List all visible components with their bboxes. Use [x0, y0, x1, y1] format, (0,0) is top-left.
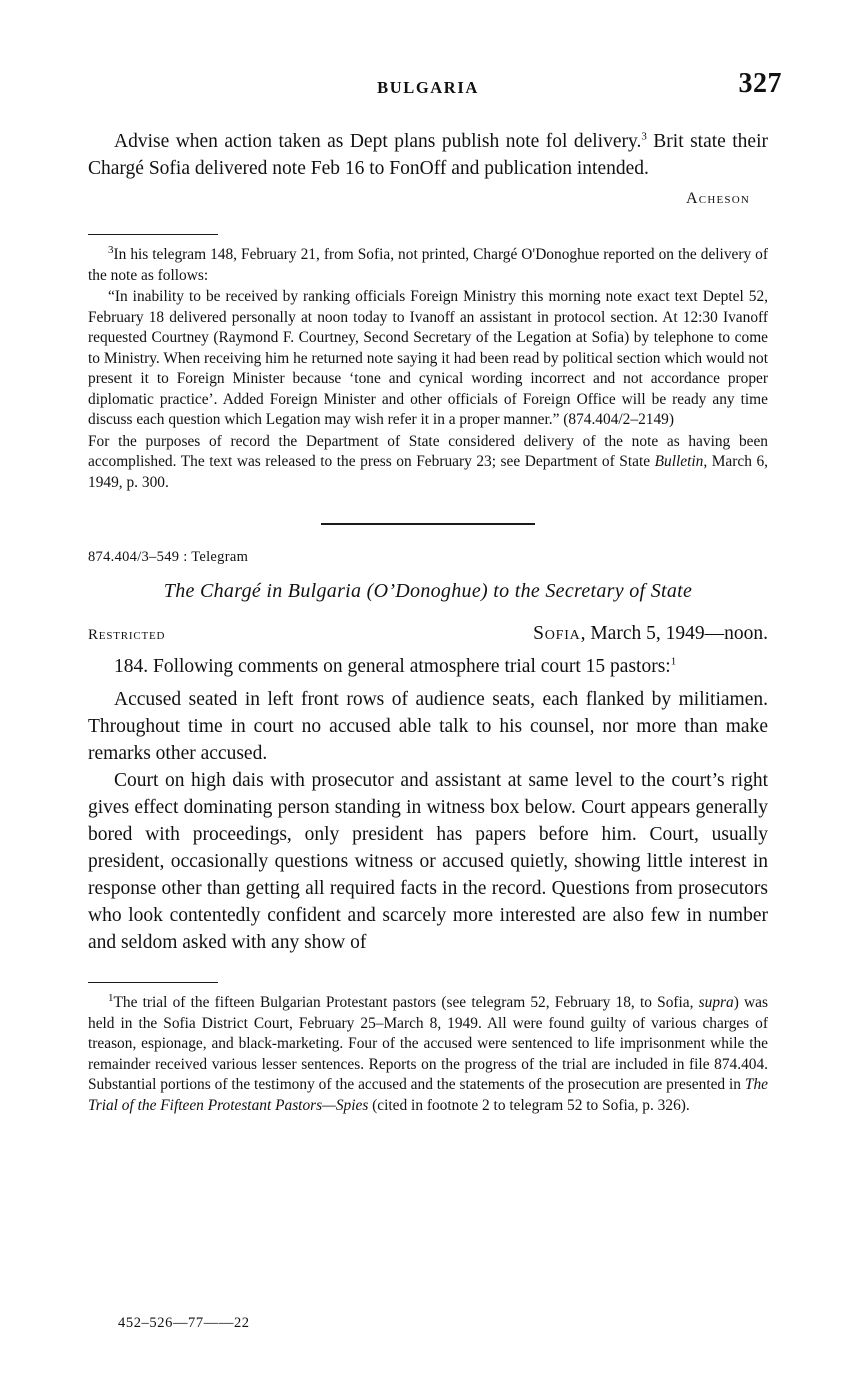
document-separator-rule — [321, 523, 535, 525]
footnote-1-title-italic: The Trial of the Fifteen Protestant Pastors—Spies — [88, 1076, 768, 1114]
dateline-city: Sofia — [533, 623, 581, 644]
telegram-body-text: Advise when action taken as Dept plans publish note fol delivery. — [114, 131, 642, 152]
page-footer-signature: 452–526—77——22 — [118, 1315, 250, 1331]
document-dateline-row — [88, 623, 768, 653]
telegram-body-text-cont: Brit state their Chargé Sofia delivered note Feb 16 to FonOff and publication intended. — [88, 131, 768, 179]
page-content — [88, 68, 782, 1116]
document-title: The Chargé in Bulgaria (O’Donoghue) to the Secretary of State — [163, 580, 693, 602]
paragraph-184 — [88, 653, 768, 680]
telegram-signature: Acheson — [686, 190, 750, 207]
footnote-3-line1 — [88, 245, 768, 286]
footnote-1-marker: 1 — [108, 991, 114, 1004]
running-head-title: BULGARIA — [377, 78, 479, 97]
footnote-separator-top — [88, 234, 218, 235]
footnote-3-record-post: March 6, 1949, p. 300. — [88, 453, 769, 491]
footnote-1-seg2: ) was held in the Sofia District Court, February 25–March 8, 1949. All were found guilty of various charges of treason, espionage, and black-marketing. Four of the accused were sentenced to life imprisonment while the remainder received various lesser sentences. Reports on the progress of the trial are included in file 874.404. Substantial portions of the testimony of the accused and the statements of the prosecution are presented in — [88, 994, 768, 1093]
footnote-1 — [88, 993, 768, 1116]
running-head — [88, 68, 782, 108]
footnote-separator-bottom — [88, 982, 218, 983]
footnote-3-bulletin-italic: Bulletin, — [654, 453, 708, 470]
dateline-date: , March 5, 1949—noon. — [580, 623, 768, 644]
footnote-3-marker: 3 — [108, 243, 114, 256]
paragraph-184-text: 184. Following comments on general atmosphere trial court 15 pastors: — [114, 656, 671, 677]
footnote-3-quote: “In inability to be received by ranking officials Foreign Ministry this morning note exact text Deptel 52, February 18 delivered personally at noon today to Ivanoff an assistant in protocol section. At 12:30 Ivanoff requested Courtney (Raymond F. Courtney, Second Secretary of the Legation at Sofia) by telephone to come to Ministry. When receiving him he returned note saying it had been read by political section which would not present it to Foreign Minister because ‘tone and cynical wording incorrect and not accordance proper diplomatic practice’. Added Foreign Minister and other officials of Foreign Office will be ready any time discuss each question which Legation may wish refer it in a proper manner.” (874.404/2–2149) — [88, 288, 768, 428]
page-number: 327 — [738, 68, 782, 99]
paragraph-accused: Accused seated in left front rows of audience seats, each flanked by militiamen. Throughout time in court no accused able talk to his counsel, nor more than make remarks other accused. — [88, 689, 768, 764]
footnote-3-text: In his telegram 148, February 21, from Sofia, not printed, Chargé O'Donoghue reported on the delivery of the note as follows: — [88, 246, 768, 284]
footnote-1-supra: supra — [698, 994, 734, 1011]
document-dateline — [533, 623, 768, 645]
footnote-ref-1: 1 — [670, 655, 677, 668]
footnote-ref-3: 3 — [641, 130, 647, 143]
footnote-3-record-pre: For the purposes of record the Department of State considered delivery of the note as having been accomplished. The text was released to the press on February 23; see Department of State — [88, 432, 768, 470]
footnote-1-seg1: The trial of the fifteen Bulgarian Protestant pastors (see telegram 52, February 18, to Sofia, — [113, 994, 699, 1011]
document-file-id: 874.404/3–549 : Telegram — [88, 549, 249, 565]
classification-label: Restricted — [88, 627, 166, 643]
footnote-1-seg3: (cited in footnote 2 to telegram 52 to Sofia, p. 326). — [368, 1096, 690, 1114]
telegram-continuation-paragraph — [88, 128, 768, 182]
footnote-3-record — [88, 432, 768, 494]
paragraph-court: Court on high dais with prosecutor and assistant at same level to the court’s right gives effect dominating person standing in witness box below. Court appears generally bored with proceedings, only president has papers before him. Court, usually president, occasionally questions witness or accused quietly, showing little interest in response other than getting all required facts in the record. Questions from prosecutors who look contentedly confident and scarcely more interested are also few in number and seldom asked with any show of — [88, 770, 768, 953]
